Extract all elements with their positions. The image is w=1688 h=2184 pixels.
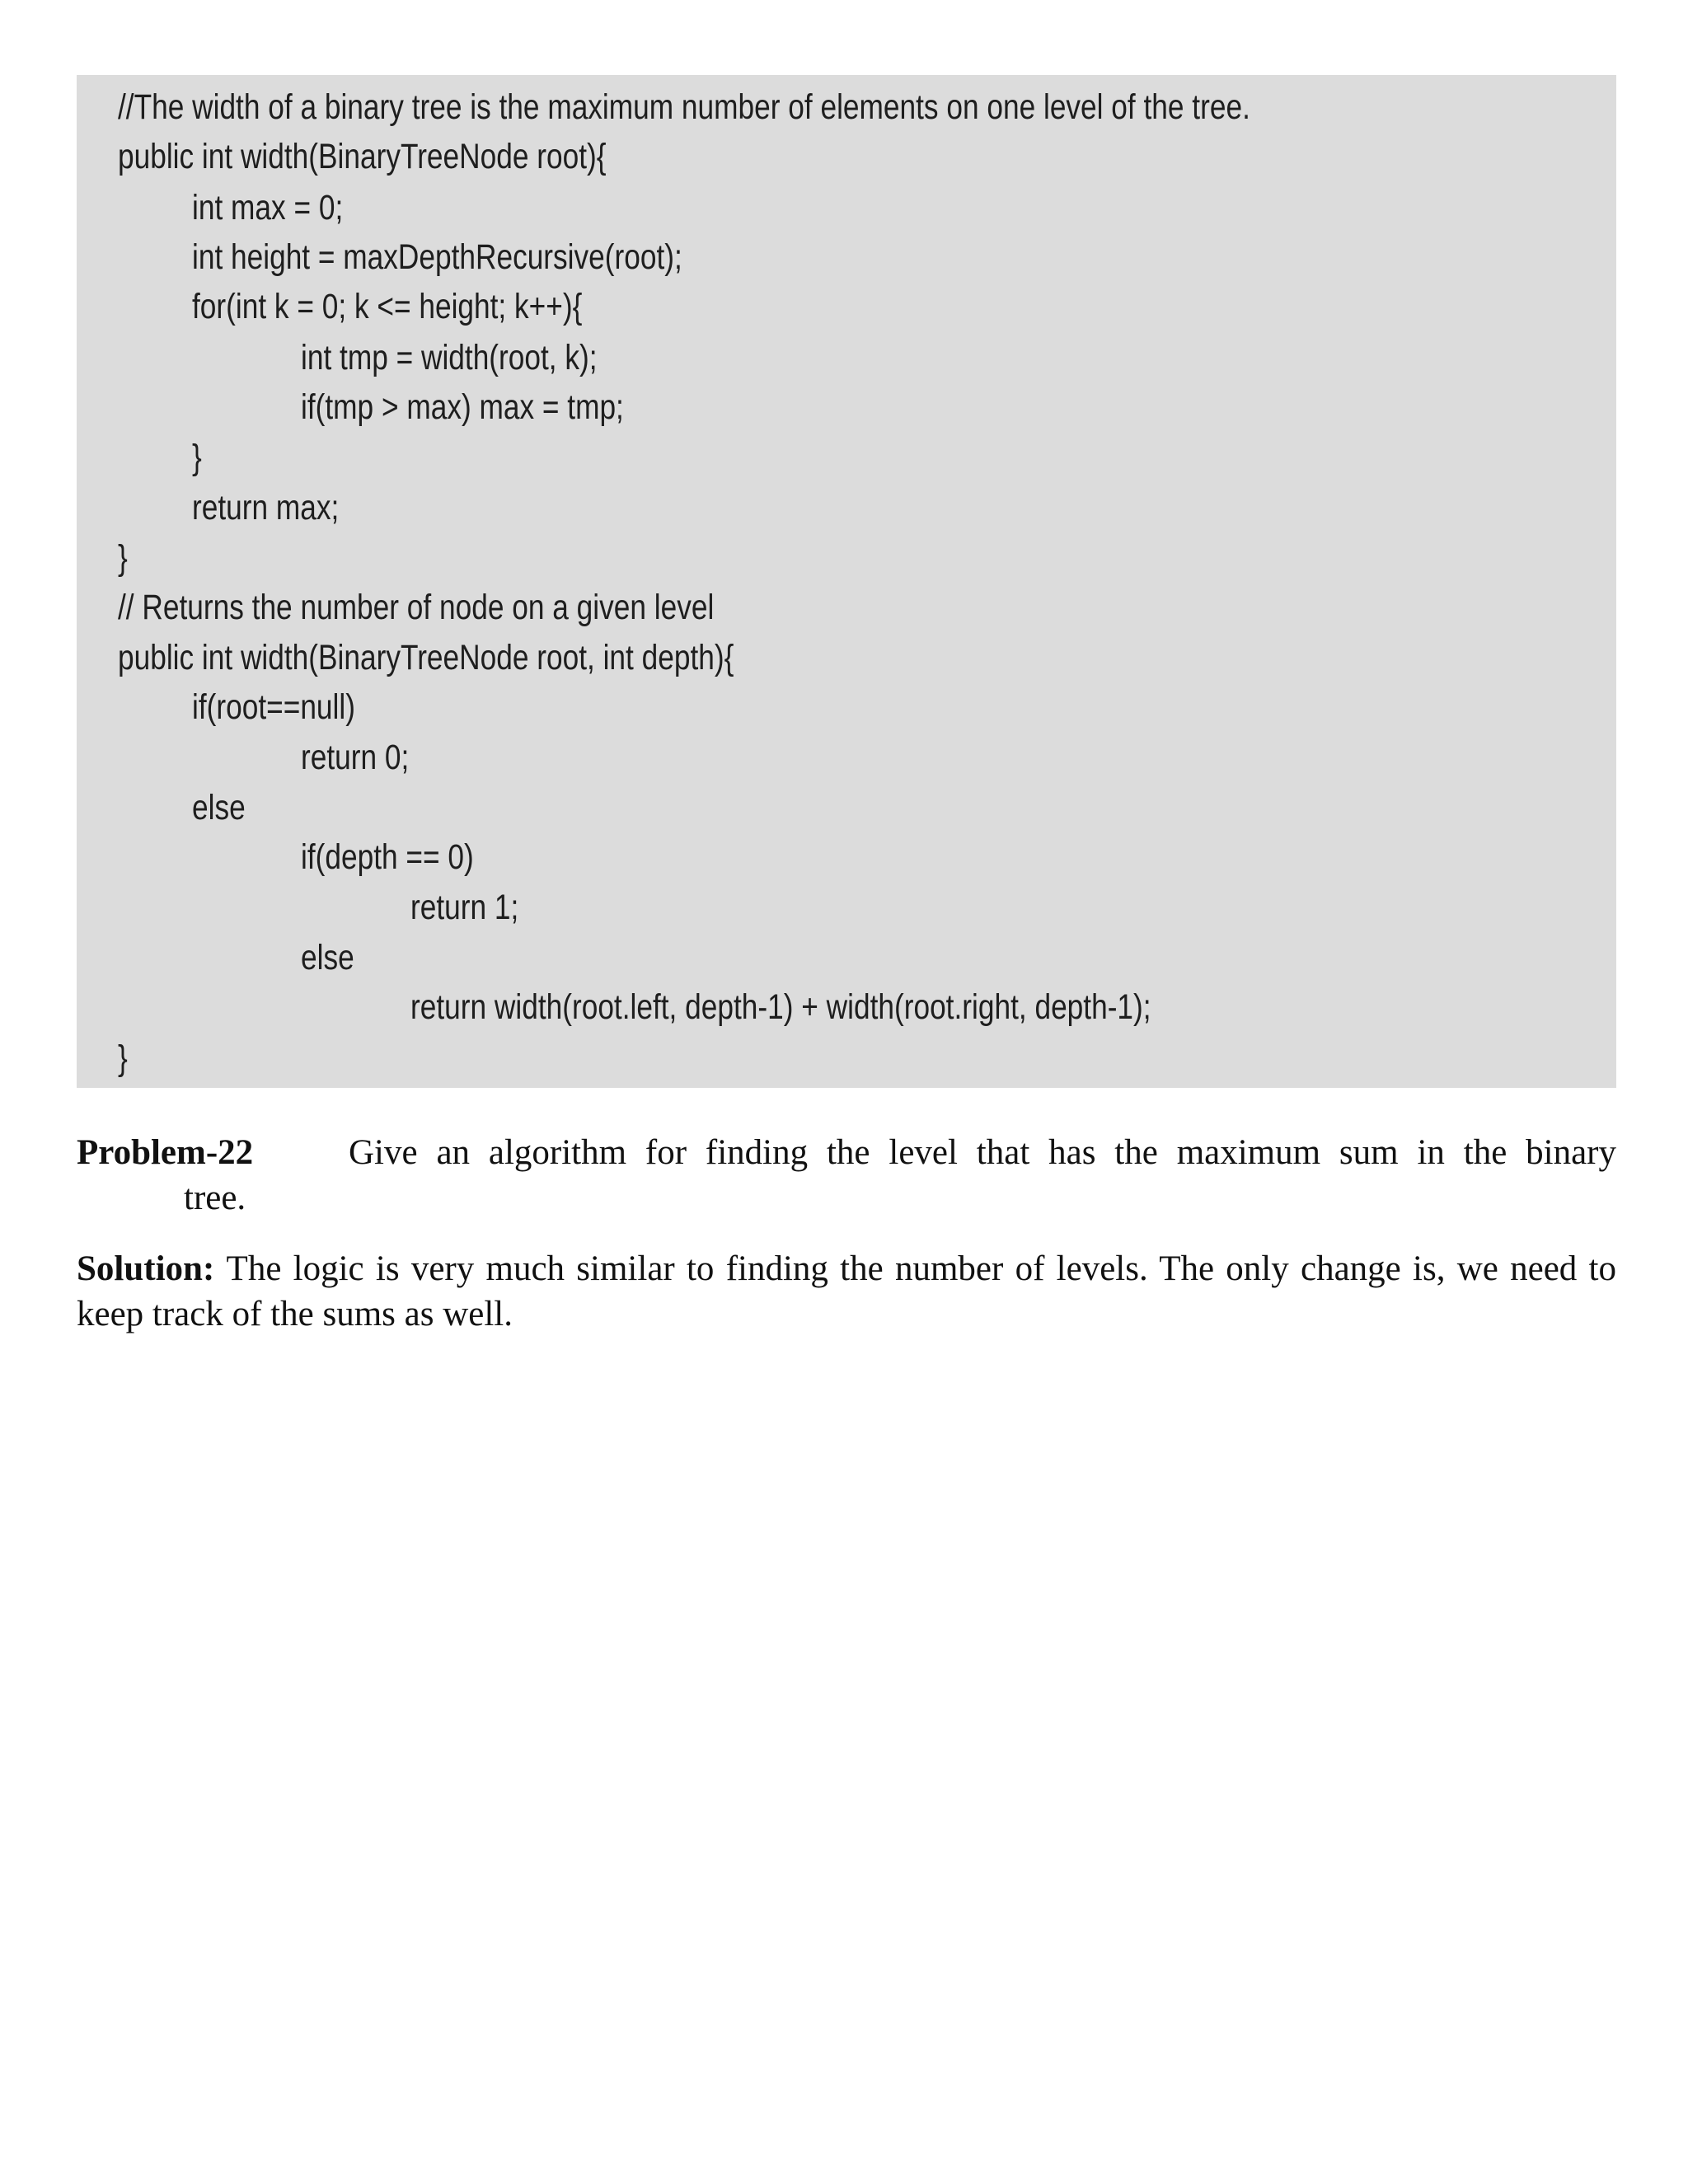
code-line: int max = 0; [192,188,344,227]
code-line: return width(root.left, depth-1) + width(root.right, depth-1); [410,987,1151,1027]
solution-paragraph [77,1246,1616,1337]
code-line: //The width of a binary tree is the maximum number of elements on one level of the tree. [118,87,1250,127]
code-line: public int width(BinaryTreeNode root, int depth){ [118,638,734,677]
code-line: } [118,1038,128,1078]
code-line: int height = maxDepthRecursive(root); [192,237,682,277]
code-line: else [192,788,246,827]
code-line: } [118,538,128,578]
code-line: if(root==null) [192,687,355,727]
code-line: return 1; [410,888,519,927]
problem-first-line [77,1130,1616,1175]
code-line: // Returns the number of node on a given level [118,588,715,627]
code-line: if(tmp > max) max = tmp; [301,387,624,427]
problem-label: Problem-22 [77,1133,254,1172]
problem-text: Give an algorithm for finding the level that has the maximum sum in the binary [349,1133,1616,1172]
code-line: for(int k = 0; k <= height; k++){ [192,287,583,326]
code-line: else [301,938,354,977]
code-line: return max; [192,488,340,527]
problem-statement [77,1130,1616,1221]
code-line: public int width(BinaryTreeNode root){ [118,137,607,176]
code-line: return 0; [301,738,410,777]
code-block [77,75,1616,1088]
code-line: if(depth == 0) [301,837,474,877]
problem-text-continuation: tree. [184,1179,246,1217]
code-line: } [192,438,202,477]
solution-label: Solution: [77,1249,227,1288]
solution-text: The logic is very much similar to finding the number of levels. The only change is, we need to keep track of the sums as well. [77,1249,1617,1333]
code-line: int tmp = width(root, k); [301,338,598,377]
